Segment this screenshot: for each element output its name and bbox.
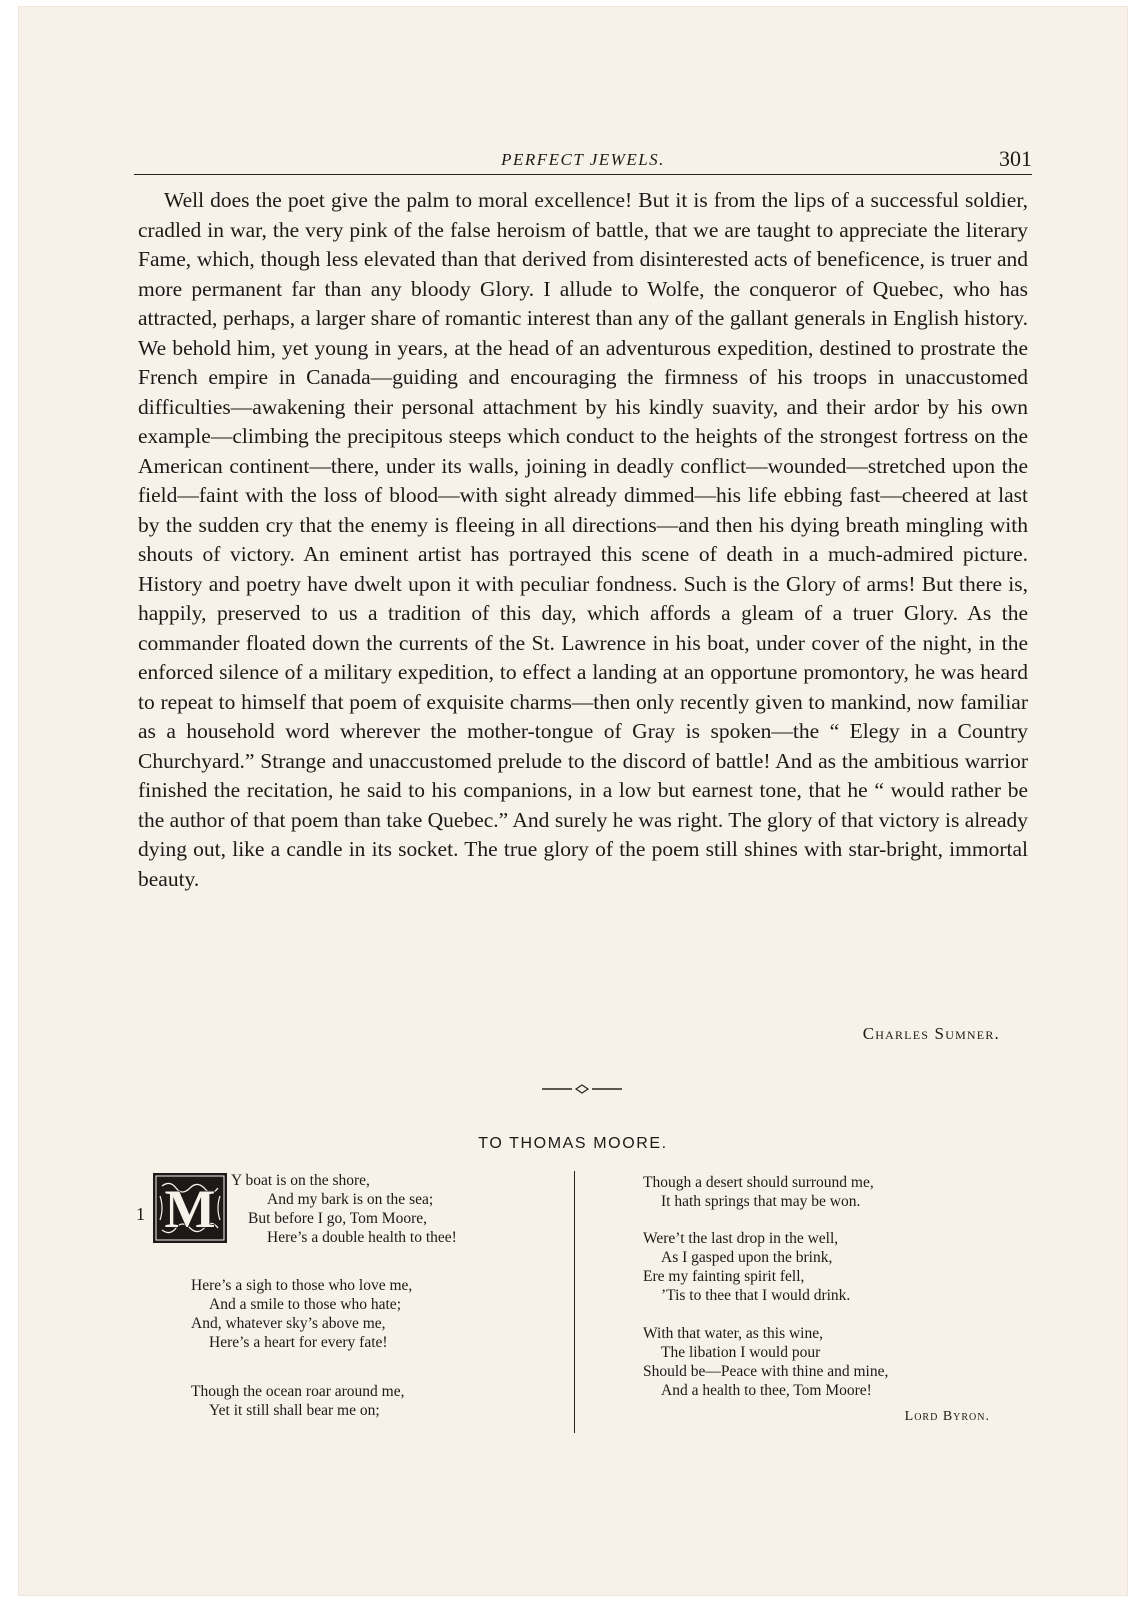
book-page bbox=[18, 6, 1128, 1596]
running-head bbox=[134, 146, 1032, 176]
ornament-divider bbox=[542, 1082, 622, 1096]
verse-line: Ere my fainting spirit fell, bbox=[643, 1268, 805, 1285]
verse-line: Here’s a sigh to those who love me, bbox=[191, 1277, 413, 1294]
verse-line: But before I go, Tom Moore, bbox=[248, 1210, 427, 1227]
poem-author: Lord Byron. bbox=[904, 1409, 990, 1424]
verse-line: Yet it still shall bear me on; bbox=[209, 1402, 380, 1419]
verse-line: Here’s a double health to thee! bbox=[267, 1229, 457, 1246]
verse-line: Should be—Peace with thine and mine, bbox=[643, 1363, 889, 1380]
svg-text:M: M bbox=[164, 1179, 216, 1239]
drop-cap bbox=[152, 1172, 228, 1244]
verse-line: And, whatever sky’s above me, bbox=[191, 1315, 386, 1332]
stanza-left-2 bbox=[191, 1276, 412, 1352]
poem-title: TO THOMAS MOORE. bbox=[478, 1135, 668, 1152]
verse-line: As I gasped upon the brink, bbox=[661, 1249, 833, 1266]
header-rule bbox=[134, 174, 1032, 175]
verse-line: Here’s a heart for every fate! bbox=[209, 1334, 388, 1351]
stanza-right-3 bbox=[643, 1324, 888, 1400]
stanza-right-2 bbox=[643, 1229, 850, 1305]
verse-line: And a smile to those who hate; bbox=[209, 1296, 401, 1313]
verse-line: With that water, as this wine, bbox=[643, 1325, 823, 1342]
running-title: PERFECT JEWELS. bbox=[501, 150, 665, 169]
page-number: 301 bbox=[999, 146, 1032, 171]
stray-mark: 1 bbox=[136, 1204, 145, 1224]
stanza-left-1 bbox=[231, 1171, 457, 1247]
verse-line: Though a desert should surround me, bbox=[643, 1174, 874, 1191]
stanza-left-3 bbox=[191, 1382, 404, 1420]
verse-line: The libation I would pour bbox=[661, 1344, 821, 1361]
verse-line: And a health to thee, Tom Moore! bbox=[661, 1382, 872, 1399]
verse-line: ’Tis to thee that I would drink. bbox=[661, 1287, 851, 1304]
column-rule bbox=[574, 1171, 575, 1433]
verse-line: It hath springs that may be won. bbox=[661, 1193, 861, 1210]
verse-line: Were’t the last drop in the well, bbox=[643, 1230, 839, 1247]
verse-line: And my bark is on the sea; bbox=[267, 1191, 434, 1208]
verse-line: Y boat is on the shore, bbox=[231, 1172, 370, 1189]
essay-paragraph: Well does the poet give the palm to moral excellence! But it is from the lips of a successful soldier, cradled in war, the very pink of the false heroism of battle, that we are taught to appreciate the literary Fame, which, though less elevated than that derived from disinterested acts of beneficence, is truer and more permanent far than any bloody Glory. I allude to Wolfe, the conqueror of Quebec, who has attracted, perhaps, a larger share of romantic interest than any of the gallant generals in English history. We behold him, yet young in years, at the head of an adventurous expedition, destined to prostrate the French empire in Canada—guiding and encouraging the firmness of his troops in unaccustomed difficulties—awakening their personal attachment by his kindly suavity, and their ardor by his own example—climbing the precipitous steeps which conduct to the heights of the strongest fortress on the American continent—there, under its walls, joining in deadly conflict—wounded—stretched upon the field—faint with the loss of blood—with sight already dimmed—his life ebbing fast—cheered at last by the sudden cry that the enemy is fleeing in all directions—and then his dying breath mingling with shouts of victory. An eminent artist has portrayed this scene of death in a much-admired picture. History and poetry have dwelt upon it with peculiar fondness. Such is the Glory of arms! But there is, happily, preserved to us a tradition of this day, which affords a gleam of a truer Glory. As the commander floated down the currents of the St. Lawrence in his boat, under cover of the night, in the enforced silence of a military expedition, to effect a landing at an opportune promontory, he was heard to repeat to himself that poem of exquisite charms—then only recently given to mankind, now familiar as a household word wherever the mother-tongue of Gray is spoken—the “ Elegy in a Country Churchyard.” Strange and unaccustomed prelude to the discord of battle! And as the ambitious warrior finished the recitation, he said to his companions, in a low but earnest tone, that he “ would rather be the author of that poem than take Quebec.” And surely he was right. The glory of that victory is already dying out, like a candle in its socket. The true glory of the poem still shines with star-bright, immortal beauty. bbox=[138, 188, 1028, 891]
essay-author: Charles Sumner. bbox=[862, 1024, 1000, 1043]
stanza-right-1 bbox=[643, 1173, 874, 1211]
verse-line: Though the ocean roar around me, bbox=[191, 1383, 405, 1400]
